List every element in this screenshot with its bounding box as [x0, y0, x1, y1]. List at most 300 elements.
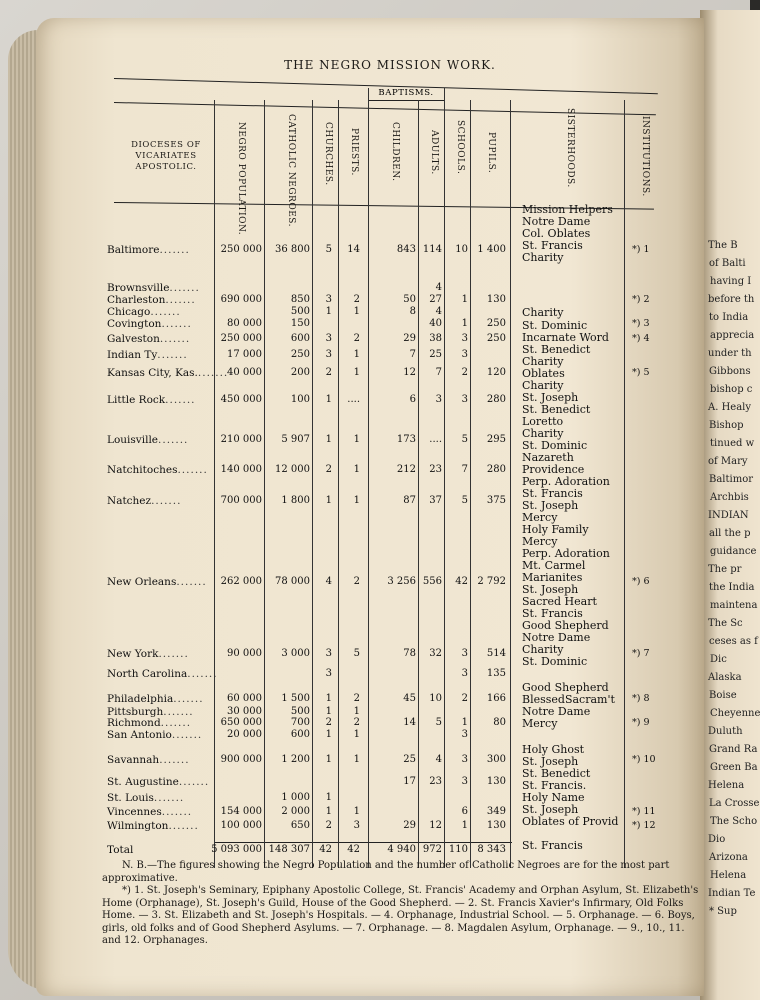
diocese-name: San Antonio....... — [107, 729, 203, 741]
population-header: NEGRO POPULATION. — [236, 122, 246, 236]
cell-pr: 2 — [353, 717, 360, 728]
churches-header: CHURCHES. — [323, 122, 333, 186]
facing-page-text: Archbis — [710, 492, 749, 503]
cell-pr: 42 — [347, 844, 360, 855]
cell-pop: 700 000 — [220, 495, 262, 506]
cell-adu: 27 — [429, 294, 442, 305]
facing-page-text: Indian Te — [708, 888, 756, 899]
sisterhood-entry: Holy Name — [522, 791, 585, 804]
facing-page-text: of Mary — [708, 456, 748, 467]
facing-page-text: the India — [709, 582, 755, 593]
column-divider — [312, 100, 313, 868]
facing-page-text: having I — [710, 276, 752, 287]
cell-pup: 280 — [486, 464, 506, 475]
facing-page-text: all the p — [709, 528, 751, 539]
cell-sch: 3 — [461, 776, 468, 787]
facing-page-text: Helena — [710, 870, 747, 881]
diocese-name: Galveston....... — [107, 333, 191, 345]
sisterhood-entry: St. Dominic — [522, 439, 588, 452]
cell-sch: 3 — [461, 349, 468, 360]
sisterhood-entry: Holy Ghost — [522, 743, 585, 756]
cell-adu: 23 — [429, 464, 442, 475]
facing-page — [700, 10, 760, 1000]
cell-sch: 7 — [461, 464, 468, 475]
cell-adu: 40 — [429, 318, 442, 329]
cell-pup: 8 343 — [477, 844, 506, 855]
sisterhood-entry: Sacred Heart — [522, 595, 597, 608]
diocese-name: Philadelphia....... — [107, 693, 204, 705]
cell-ch: 3 — [325, 648, 332, 659]
sisterhood-entry: Oblates of Provid — [522, 815, 619, 828]
facing-page-text: Boise — [709, 690, 737, 701]
institution-ref: *) 8 — [632, 693, 650, 704]
cell-pup: 120 — [486, 367, 506, 378]
sisterhood-entry: Holy Family — [522, 523, 589, 536]
cell-pop: 900 000 — [220, 754, 262, 765]
cell-ch: 1 — [325, 729, 332, 740]
institution-ref: *) 10 — [632, 754, 656, 765]
cell-pup: 130 — [486, 820, 506, 831]
institution-ref: *) 11 — [632, 806, 656, 817]
facing-page-text: to India — [709, 312, 749, 323]
diocese-name: Indian Ty....... — [107, 349, 188, 361]
cell-cath: 200 — [290, 367, 310, 378]
cell-sch: 110 — [448, 844, 468, 855]
pupils-header: PUPILS. — [486, 132, 496, 174]
cell-pr: 2 — [353, 333, 360, 344]
sisterhood-entry: Oblates — [522, 367, 565, 380]
facing-page-text: Duluth — [708, 726, 743, 737]
facing-page-text: of Balti — [709, 258, 746, 269]
sisterhood-entry: Good Shepherd — [522, 619, 609, 632]
cell-pop: 60 000 — [227, 693, 262, 704]
schools-header: SCHOOLS. — [455, 120, 465, 175]
baptisms-rule — [368, 100, 444, 101]
facing-page-text: The Sc — [708, 618, 743, 629]
sisterhood-entry: Notre Dame — [522, 631, 591, 644]
sisterhood-entry: St. Francis. — [522, 779, 587, 792]
cell-sch: 2 — [461, 693, 468, 704]
total-rule — [214, 842, 512, 843]
diocese-name: Total — [107, 844, 134, 856]
cell-pop: 40 000 — [227, 367, 262, 378]
cell-chi: 29 — [403, 820, 416, 831]
catholics-header: CATHOLIC NEGROES. — [286, 114, 296, 227]
cell-adu: 25 — [429, 349, 442, 360]
facing-page-text: Bishop — [709, 420, 744, 431]
cell-chi: 6 — [409, 394, 416, 405]
cell-ch: 42 — [319, 844, 332, 855]
cell-cath: 1 000 — [281, 792, 310, 803]
sisterhood-entry: St. Dominic — [522, 655, 588, 668]
diocese-name: Natchitoches....... — [107, 464, 208, 476]
cell-chi: 14 — [403, 717, 416, 728]
sisterhood-entry: Mercy — [522, 535, 558, 548]
cell-pup: 349 — [486, 806, 506, 817]
diocese-name: Little Rock....... — [107, 394, 196, 406]
cell-ch: 1 — [325, 754, 332, 765]
sisterhood-entry: Charity — [522, 643, 564, 656]
cell-pop: 90 000 — [227, 648, 262, 659]
column-divider — [264, 100, 265, 868]
sisterhood-entry: Mt. Carmel — [522, 559, 586, 572]
diocese-name: Kansas City, Kas........ — [107, 367, 229, 379]
cell-sch: 5 — [461, 495, 468, 506]
cell-cath: 2 000 — [281, 806, 310, 817]
cell-pr: 1 — [353, 367, 360, 378]
priests-header: PRIESTS. — [349, 128, 359, 176]
diocese-name: Covington....... — [107, 318, 192, 330]
facing-page-text: ceses as f — [709, 636, 758, 647]
sisterhood-entry: Mercy — [522, 511, 558, 524]
cell-chi: 212 — [396, 464, 416, 475]
cell-pop: 250 000 — [220, 333, 262, 344]
cell-cath: 250 — [290, 349, 310, 360]
cell-pr: 14 — [347, 244, 360, 255]
cell-adu: 37 — [429, 495, 442, 506]
cell-pr: 1 — [353, 706, 360, 717]
diocese-name: Wilmington....... — [107, 820, 199, 832]
cell-cath: 3 000 — [281, 648, 310, 659]
cell-sch: 3 — [461, 394, 468, 405]
diocese-name: St. Augustine....... — [107, 776, 210, 788]
cell-cath: 5 907 — [281, 434, 310, 445]
cell-sch: 1 — [461, 717, 468, 728]
sisterhood-entry: Charity — [522, 427, 564, 440]
facing-page-text: Baltimor — [709, 474, 754, 485]
cell-pup: 166 — [486, 693, 506, 704]
cell-ch: 4 — [325, 576, 332, 587]
cell-cath: 600 — [290, 729, 310, 740]
column-divider — [444, 88, 445, 868]
sisterhood-entry: Notre Dame — [522, 705, 591, 718]
sisterhood-entry: St. Joseph — [522, 391, 579, 404]
cell-chi: 17 — [403, 776, 416, 787]
sisterhood-entry: St. Benedict — [522, 343, 591, 356]
institution-ref: *) 9 — [632, 717, 650, 728]
facing-page-text: A. Healy — [708, 402, 752, 413]
cell-cath: 100 — [290, 394, 310, 405]
diocese-name: Charleston....... — [107, 294, 196, 306]
cell-sch: 3 — [461, 729, 468, 740]
cell-chi: 25 — [403, 754, 416, 765]
cell-cath: 12 000 — [275, 464, 310, 475]
institution-ref: *) 5 — [632, 367, 650, 378]
footnote-institutions: *) 1. St. Joseph's Seminary, Epiphany Apostolic College, St. Francis' Academy and Orphan Asylum, St. Elizabeth's Home (Orphanage), St. Joseph's Guild, House of the Good Shepherd. — 2. St. Francis Xavier's Infirmary, Old Folks Home. — 3. St. Elizabeth and St. Joseph's Hospitals. — 4. Orphanage, Industrial School. — 5. Orphanage. — 6. Boys, girls, old folks and of Good Shepherd Asylums. — 7. Orphanage. — 8. Magdalen Asylum, Orphanage. — 9., 10., 11. and 12. Orphanages. — [102, 885, 699, 946]
cell-pup: 300 — [486, 754, 506, 765]
diocese-name: Chicago....... — [107, 306, 181, 318]
cell-pop: 262 000 — [220, 576, 262, 587]
facing-page-text: Green Ba — [710, 762, 758, 773]
cell-ch: 5 — [325, 244, 332, 255]
sisterhood-entry: Mercy — [522, 717, 558, 730]
sisterhood-entry: BlessedSacram't — [522, 693, 615, 706]
institution-ref: *) 2 — [632, 294, 650, 305]
cell-chi: 843 — [396, 244, 416, 255]
cell-pop: 650 000 — [220, 717, 262, 728]
cell-adu: 972 — [422, 844, 442, 855]
diocese-name: New Orleans....... — [107, 576, 207, 588]
facing-page-text: apprecia — [710, 330, 755, 341]
cell-pop: 250 000 — [220, 244, 262, 255]
column-divider — [418, 100, 419, 868]
dioceses-header: DIOCESES OF VICARIATES APOSTOLIC. — [131, 140, 201, 172]
cell-pop: 210 000 — [220, 434, 262, 445]
footnotes — [102, 860, 702, 948]
cell-pr: 2 — [353, 576, 360, 587]
cell-adu: 5 — [435, 717, 442, 728]
cell-adu: 32 — [429, 648, 442, 659]
cell-ch: 3 — [325, 333, 332, 344]
cell-cath: 36 800 — [275, 244, 310, 255]
sisterhood-entry: St. Joseph — [522, 803, 579, 816]
sisterhood-entry: Good Shepherd — [522, 681, 609, 694]
adults-header: ADULTS. — [429, 130, 439, 175]
cell-adu: 3 — [435, 394, 442, 405]
column-divider — [470, 100, 471, 868]
cell-pup: 130 — [486, 776, 506, 787]
diocese-name: Baltimore....... — [107, 244, 190, 256]
facing-page-text: The B — [708, 240, 738, 251]
cell-sch: 3 — [461, 754, 468, 765]
cell-ch: 2 — [325, 464, 332, 475]
sisterhood-entry: Perp. Adoration — [522, 475, 610, 488]
cell-pop: 450 000 — [220, 394, 262, 405]
cell-sch: 1 — [461, 820, 468, 831]
cell-adu: .... — [429, 434, 442, 445]
sisterhood-entry: St. Francis — [522, 239, 583, 252]
cell-adu: 38 — [429, 333, 442, 344]
cell-pr: 2 — [353, 693, 360, 704]
cell-chi: 29 — [403, 333, 416, 344]
sisterhood-entry: Mission Helpers — [522, 203, 613, 216]
children-header: CHILDREN. — [390, 122, 400, 182]
facing-page-text: guidance — [710, 546, 757, 557]
cell-ch: 1 — [325, 434, 332, 445]
cell-cath: 850 — [290, 294, 310, 305]
cell-pup: 514 — [486, 648, 506, 659]
cell-pop: 20 000 — [227, 729, 262, 740]
cell-ch: 3 — [325, 668, 332, 679]
sisterhood-entry: St. Benedict — [522, 767, 591, 780]
column-divider — [368, 88, 369, 868]
cell-cath: 500 — [290, 706, 310, 717]
sisterhood-entry: St. Joseph — [522, 583, 579, 596]
cell-sch: 2 — [461, 367, 468, 378]
cell-pop: 80 000 — [227, 318, 262, 329]
sisterhood-entry: Nazareth — [522, 451, 574, 464]
cell-pr: 1 — [353, 806, 360, 817]
cell-adu: 556 — [422, 576, 442, 587]
sisterhood-entry: Charity — [522, 306, 564, 319]
footnote-nb: N. B.—The figures showing the Negro Population and the number of Catholic Negroes are for the most part approximative. — [102, 860, 670, 884]
sisterhood-entry: Charity — [522, 251, 564, 264]
sisterhood-entry: St. Dominic — [522, 319, 588, 332]
cell-ch: 1 — [325, 495, 332, 506]
cell-pr: 1 — [353, 464, 360, 475]
cell-sch: 3 — [461, 648, 468, 659]
cell-cath: 700 — [290, 717, 310, 728]
sisterhood-entry: St. Joseph — [522, 755, 579, 768]
column-divider — [510, 100, 511, 868]
institution-ref: *) 1 — [632, 244, 650, 255]
cell-pr: .... — [347, 394, 360, 405]
cell-pop: 100 000 — [220, 820, 262, 831]
cell-pup: 135 — [486, 668, 506, 679]
cell-pop: 5 093 000 — [211, 844, 262, 855]
sisterhood-entry: Charity — [522, 355, 564, 368]
diocese-name: Pittsburgh....... — [107, 706, 194, 718]
cell-pr: 1 — [353, 754, 360, 765]
cell-chi: 12 — [403, 367, 416, 378]
facing-page-text: Cheyenne — [710, 708, 760, 719]
facing-page-text: before th — [708, 294, 755, 305]
cell-chi: 3 256 — [387, 576, 416, 587]
cell-pup: 295 — [486, 434, 506, 445]
cell-pr: 3 — [353, 820, 360, 831]
sisterhood-entry: Charity — [522, 379, 564, 392]
cell-adu: 12 — [429, 820, 442, 831]
cell-ch: 1 — [325, 394, 332, 405]
cell-ch: 1 — [325, 693, 332, 704]
cell-sch: 3 — [461, 668, 468, 679]
cell-adu: 4 — [435, 306, 442, 317]
cell-pr: 1 — [353, 495, 360, 506]
facing-page-text: The Scho — [710, 816, 758, 827]
cell-pop: 690 000 — [220, 294, 262, 305]
diocese-name: St. Louis....... — [107, 792, 185, 804]
cell-pop: 30 000 — [227, 706, 262, 717]
facing-page-text: INDIAN — [708, 510, 749, 521]
cell-sch: 10 — [455, 244, 468, 255]
column-divider — [338, 100, 339, 868]
cell-chi: 50 — [403, 294, 416, 305]
cell-pup: 2 792 — [477, 576, 506, 587]
sisterhood-entry: St. Francis — [522, 607, 583, 620]
sisterhood-entry: Incarnate Word — [522, 331, 609, 344]
cell-chi: 8 — [409, 306, 416, 317]
cell-chi: 4 940 — [387, 844, 416, 855]
sisterhood-entry: Perp. Adoration — [522, 547, 610, 560]
facing-page-text: The pr — [708, 564, 742, 575]
diocese-name: New York....... — [107, 648, 189, 660]
diocese-name: Brownsville....... — [107, 282, 200, 294]
facing-page-text: Gibbons — [709, 366, 751, 377]
facing-page-text: bishop c — [710, 384, 753, 395]
diocese-name: Vincennes....... — [107, 806, 193, 818]
cell-chi: 78 — [403, 648, 416, 659]
cell-cath: 148 307 — [268, 844, 310, 855]
cell-adu: 4 — [435, 282, 442, 293]
cell-chi: 7 — [409, 349, 416, 360]
baptisms-header: BAPTISMS. — [378, 88, 434, 98]
facing-page-text: tinued w — [710, 438, 755, 449]
cell-pup: 250 — [486, 318, 506, 329]
cell-cath: 500 — [290, 306, 310, 317]
facing-page-text: maintena — [710, 600, 758, 611]
cell-sch: 3 — [461, 333, 468, 344]
diocese-name: Louisville....... — [107, 434, 189, 446]
facing-page-text: Dio — [708, 834, 726, 845]
institution-ref: *) 7 — [632, 648, 650, 659]
cell-pr: 2 — [353, 294, 360, 305]
cell-ch: 2 — [325, 820, 332, 831]
page-title: THE NEGRO MISSION WORK. — [284, 58, 496, 72]
cell-sch: 42 — [455, 576, 468, 587]
sisterhood-entry: St. Benedict — [522, 403, 591, 416]
cell-sch: 1 — [461, 318, 468, 329]
sisterhoods-header: SISTERHOODS. — [565, 108, 575, 188]
cell-ch: 2 — [325, 717, 332, 728]
cell-chi: 87 — [403, 495, 416, 506]
diocese-name: Natchez....... — [107, 495, 182, 507]
facing-page-text: Helena — [708, 780, 745, 791]
cell-pr: 1 — [353, 349, 360, 360]
institutions-header: INSTITUTIONS. — [640, 116, 650, 197]
diocese-name: Richmond....... — [107, 717, 192, 729]
cell-pop: 140 000 — [220, 464, 262, 475]
cell-cath: 150 — [290, 318, 310, 329]
sisterhood-entry: St. Francis — [522, 839, 583, 852]
cell-ch: 1 — [325, 806, 332, 817]
facing-page-text: Arizona — [709, 852, 748, 863]
column-divider — [624, 100, 625, 868]
sisterhood-entry: Marianites — [522, 571, 583, 584]
cell-cath: 600 — [290, 333, 310, 344]
cell-cath: 1 500 — [281, 693, 310, 704]
cell-pup: 80 — [493, 717, 506, 728]
cell-pr: 1 — [353, 729, 360, 740]
cell-sch: 1 — [461, 294, 468, 305]
institution-ref: *) 6 — [632, 576, 650, 587]
cell-ch: 1 — [325, 706, 332, 717]
cell-cath: 78 000 — [275, 576, 310, 587]
cell-pup: 130 — [486, 294, 506, 305]
facing-page-text: under th — [708, 348, 752, 359]
cell-pr: 1 — [353, 306, 360, 317]
cell-sch: 6 — [461, 806, 468, 817]
diocese-name: Savannah....... — [107, 754, 190, 766]
cell-adu: 23 — [429, 776, 442, 787]
sisterhood-entry: Notre Dame — [522, 215, 591, 228]
cell-cath: 1 800 — [281, 495, 310, 506]
institution-ref: *) 3 — [632, 318, 650, 329]
institution-ref: *) 4 — [632, 333, 650, 344]
column-divider — [214, 100, 215, 868]
sisterhood-entry: St. Francis — [522, 487, 583, 500]
cell-cath: 650 — [290, 820, 310, 831]
facing-page-text: Dic — [710, 654, 727, 665]
facing-page-text: * Sup — [709, 906, 737, 917]
cell-adu: 10 — [429, 693, 442, 704]
facing-page-text: Grand Ra — [709, 744, 758, 755]
facing-page-text: Alaska — [708, 672, 742, 683]
cell-ch: 3 — [325, 349, 332, 360]
cell-sch: 5 — [461, 434, 468, 445]
cell-chi: 45 — [403, 693, 416, 704]
sisterhood-entry: St. Joseph — [522, 499, 579, 512]
cell-pop: 17 000 — [227, 349, 262, 360]
cell-pop: 154 000 — [220, 806, 262, 817]
cell-chi: 173 — [396, 434, 416, 445]
cell-pup: 250 — [486, 333, 506, 344]
cell-pr: 1 — [353, 434, 360, 445]
cell-ch: 3 — [325, 294, 332, 305]
sisterhood-entry: Loretto — [522, 415, 564, 428]
institution-ref: *) 12 — [632, 820, 656, 831]
sisterhood-entry: Providence — [522, 463, 585, 476]
facing-page-text: La Crosse — [709, 798, 760, 809]
